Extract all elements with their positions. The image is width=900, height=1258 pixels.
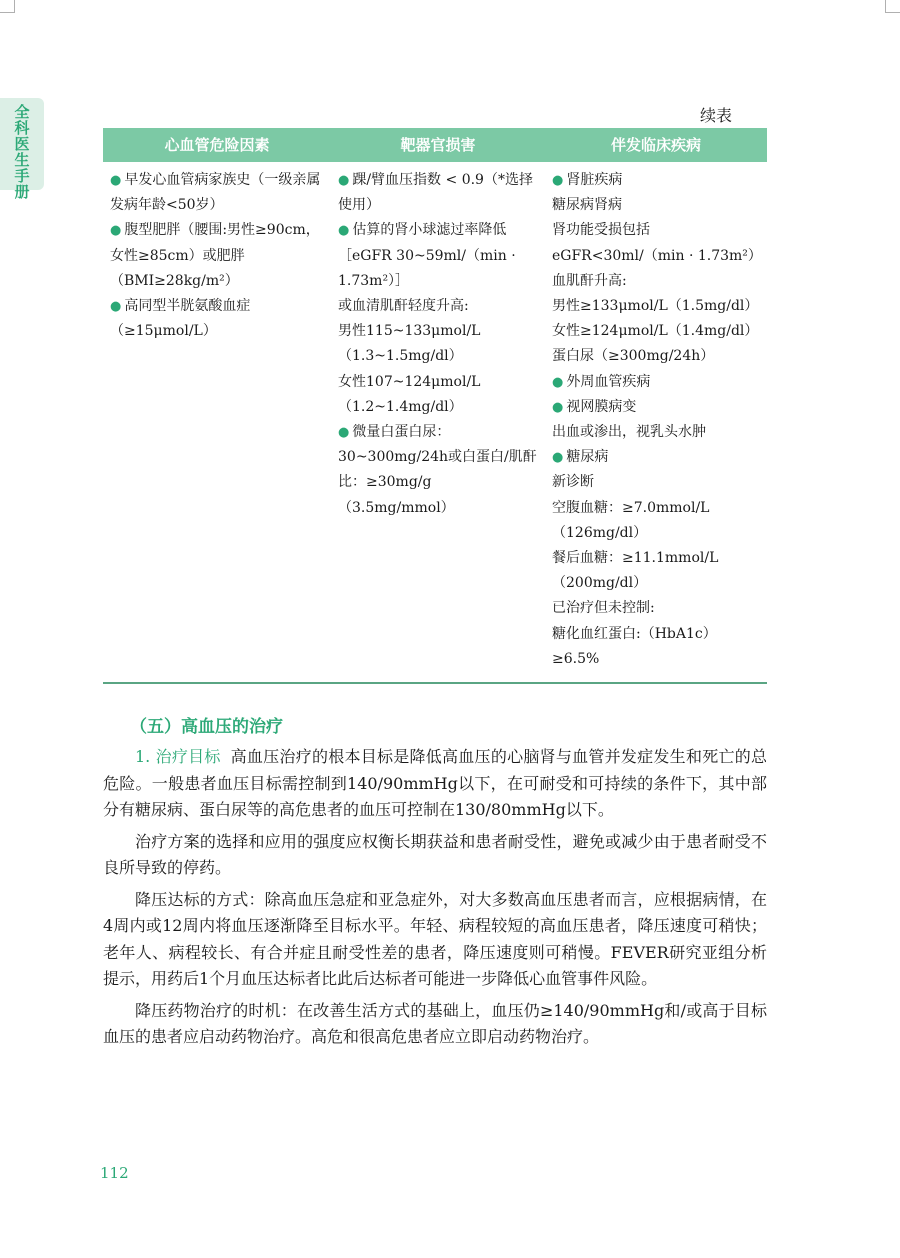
table-cell-line: [552, 445, 759, 470]
table-cell-line: [552, 370, 759, 395]
crop-mark-left: [0, 0, 15, 13]
table-cell-text: 男性≥133μmol/L（1.5mg/dl）: [552, 298, 759, 315]
table-cell-line: [552, 193, 759, 218]
bullet-icon: ●: [338, 425, 350, 441]
table-cell-line: [338, 370, 537, 420]
table-cell-line: [110, 168, 323, 218]
bullet-icon: ●: [110, 299, 122, 315]
table-cell-line: [552, 244, 762, 269]
table-cell-line: [552, 596, 759, 621]
table-cell-text: 血肌酐升高:: [552, 272, 627, 289]
bullet-icon: ●: [110, 223, 122, 239]
table-header-row: [103, 128, 767, 161]
table-cell-text: 出血或渗出，视乳头水肿: [552, 424, 706, 441]
risk-table: [103, 128, 767, 684]
bullet-icon: ●: [110, 173, 122, 188]
table-cell-line: [552, 294, 759, 319]
table-cell-line: [552, 622, 759, 672]
page-number: 112: [100, 1164, 129, 1182]
table-cell-text: 腹型肥胖（腰围:男性≥90cm，女性≥85cm）或肥胖（BMI≥28kg/m²）: [110, 222, 320, 289]
table-cell-line: [338, 218, 537, 294]
paragraph: [103, 887, 767, 993]
table-cell-text: 餐后血糖：≥11.1mmol/L（200mg/dl）: [552, 550, 719, 592]
cell-target-organ: [331, 161, 545, 683]
table-cell-text: 早发心血管病家族史（一级亲属发病年龄<50岁）: [110, 172, 321, 214]
bullet-icon: ●: [338, 223, 350, 239]
bullet-icon: ●: [552, 374, 564, 390]
table-cell-text: 糖尿病肾病: [552, 197, 622, 214]
table-cell-text: 女性107~124μmol/L（1.2~1.4mg/dl）: [338, 373, 481, 415]
table-cell-text: 新诊断: [552, 474, 594, 491]
table-cell-text: 高同型半胱氨酸血症（≥15μmol/L）: [110, 298, 251, 340]
header-clinical-conditions: 伴发临床疾病: [545, 128, 767, 161]
table-cell-line: [552, 420, 759, 445]
table-cell-line: [552, 496, 759, 546]
table-cell-text: 肾脏疾病: [566, 172, 623, 188]
bullet-icon: ●: [552, 399, 564, 415]
table-cell-text: 糖尿病: [566, 449, 609, 466]
paragraph: [103, 829, 767, 882]
table-cell-text: 糖化血红蛋白:（HbA1c）≥6.5%: [552, 625, 717, 667]
table-cell-line: [552, 218, 759, 243]
table-cell-line: [552, 546, 759, 596]
crop-mark-right: [885, 0, 900, 13]
table-cell-line: [110, 218, 323, 294]
table-cell-line: [552, 269, 759, 294]
table-cell-text: 肾功能受损包括: [552, 222, 650, 239]
table-cell-line: [552, 470, 759, 495]
table-cell-line: [552, 395, 759, 420]
cell-risk-factors: [103, 161, 331, 683]
header-cardiovascular-risk-factors: 心血管危险因素: [103, 128, 331, 161]
cell-clinical: [545, 161, 767, 683]
table-cell-line: [552, 168, 759, 193]
table-cell-text: 或血清肌酐轻度升高:: [338, 298, 469, 315]
table-cell-line: [338, 420, 537, 521]
body-text: [103, 744, 767, 1056]
header-target-organ-damage: 靶器官损害: [331, 128, 545, 161]
table-cell-text: 估算的肾小球滤过率降低［eGFR 30~59ml/（min · 1.73m²）］: [338, 222, 516, 289]
table-cell-text: 视网膜病变: [566, 398, 637, 415]
paragraph-text: 治疗方案的选择和应用的强度应权衡长期获益和患者耐受性，避免或减少由于患者耐受不良所导致的停药。: [103, 831, 767, 877]
bullet-icon: ●: [552, 450, 564, 466]
table-cell-text: 已治疗但未控制:: [552, 600, 655, 617]
table-cell-line: [338, 168, 537, 218]
bullet-icon: ●: [552, 173, 564, 188]
table-cell-text: 蛋白尿（≥300mg/24h）: [552, 348, 715, 365]
table-cell-text: eGFR<30ml/（min · 1.73m²）: [552, 247, 762, 264]
table-cell-text: 女性≥124μmol/L（1.4mg/dl）: [552, 323, 759, 340]
section-heading: （五）高血压的治疗: [130, 717, 283, 737]
bullet-icon: ●: [338, 173, 350, 188]
table-cell-text: 空腹血糖：≥7.0mmol/L（126mg/dl）: [552, 499, 710, 541]
table-cell-line: [338, 319, 537, 369]
paragraph-text: 高血压治疗的根本目标是降低高血压的心脑肾与血管并发症发生和死亡的总危险。一般患者血压目标需控制到140/90mmHg以下，在可耐受和可持续的条件下，其中部分有糖尿病、蛋白尿等的高危患者的血压可控制在130/80mmHg以下。: [103, 747, 767, 819]
risk-table-container: [103, 128, 767, 684]
table-cell-text: 微量白蛋白尿：30~300mg/24h或白蛋白/肌酐比：≥30mg/g（3.5mg/mmol）: [338, 424, 537, 516]
paragraph-label: 1. 治疗目标: [135, 747, 221, 766]
paragraph: [103, 998, 767, 1051]
continued-label: 续表: [700, 106, 733, 125]
paragraph-text: 降压达标的方式：除高血压急症和亚急症外，对大多数高血压患者而言，应根据病情，在4周内或12周内将血压逐渐降至目标水平。年轻、病程较短的高血压患者，降压速度可稍快；老年人、病程较长、有合并症且耐受性差的患者，降压速度则可稍慢。FEVER研究亚组分析提示，用药后1个月血压达标者比此后达标者可能进一步降低心血管事件风险。: [103, 889, 767, 988]
table-cell-text: 踝/臂血压指数 < 0.9（*选择使用）: [338, 172, 533, 214]
table-cell-line: [552, 319, 759, 344]
side-title: 全科医生手册: [14, 103, 30, 201]
table-cell-line: [552, 344, 759, 369]
paragraph-text: 降压药物治疗的时机：在改善生活方式的基础上，血压仍≥140/90mmHg和/或高于目标血压的患者应启动药物治疗。高危和很高危患者应立即启动药物治疗。: [103, 1000, 767, 1046]
table-cell-line: [338, 294, 537, 319]
paragraph: [103, 744, 767, 824]
table-cell-line: [110, 294, 323, 344]
table-cell-text: 外周血管疾病: [566, 373, 651, 390]
table-cell-text: 男性115~133μmol/L（1.3~1.5mg/dl）: [338, 323, 481, 365]
table-row: [103, 161, 767, 683]
